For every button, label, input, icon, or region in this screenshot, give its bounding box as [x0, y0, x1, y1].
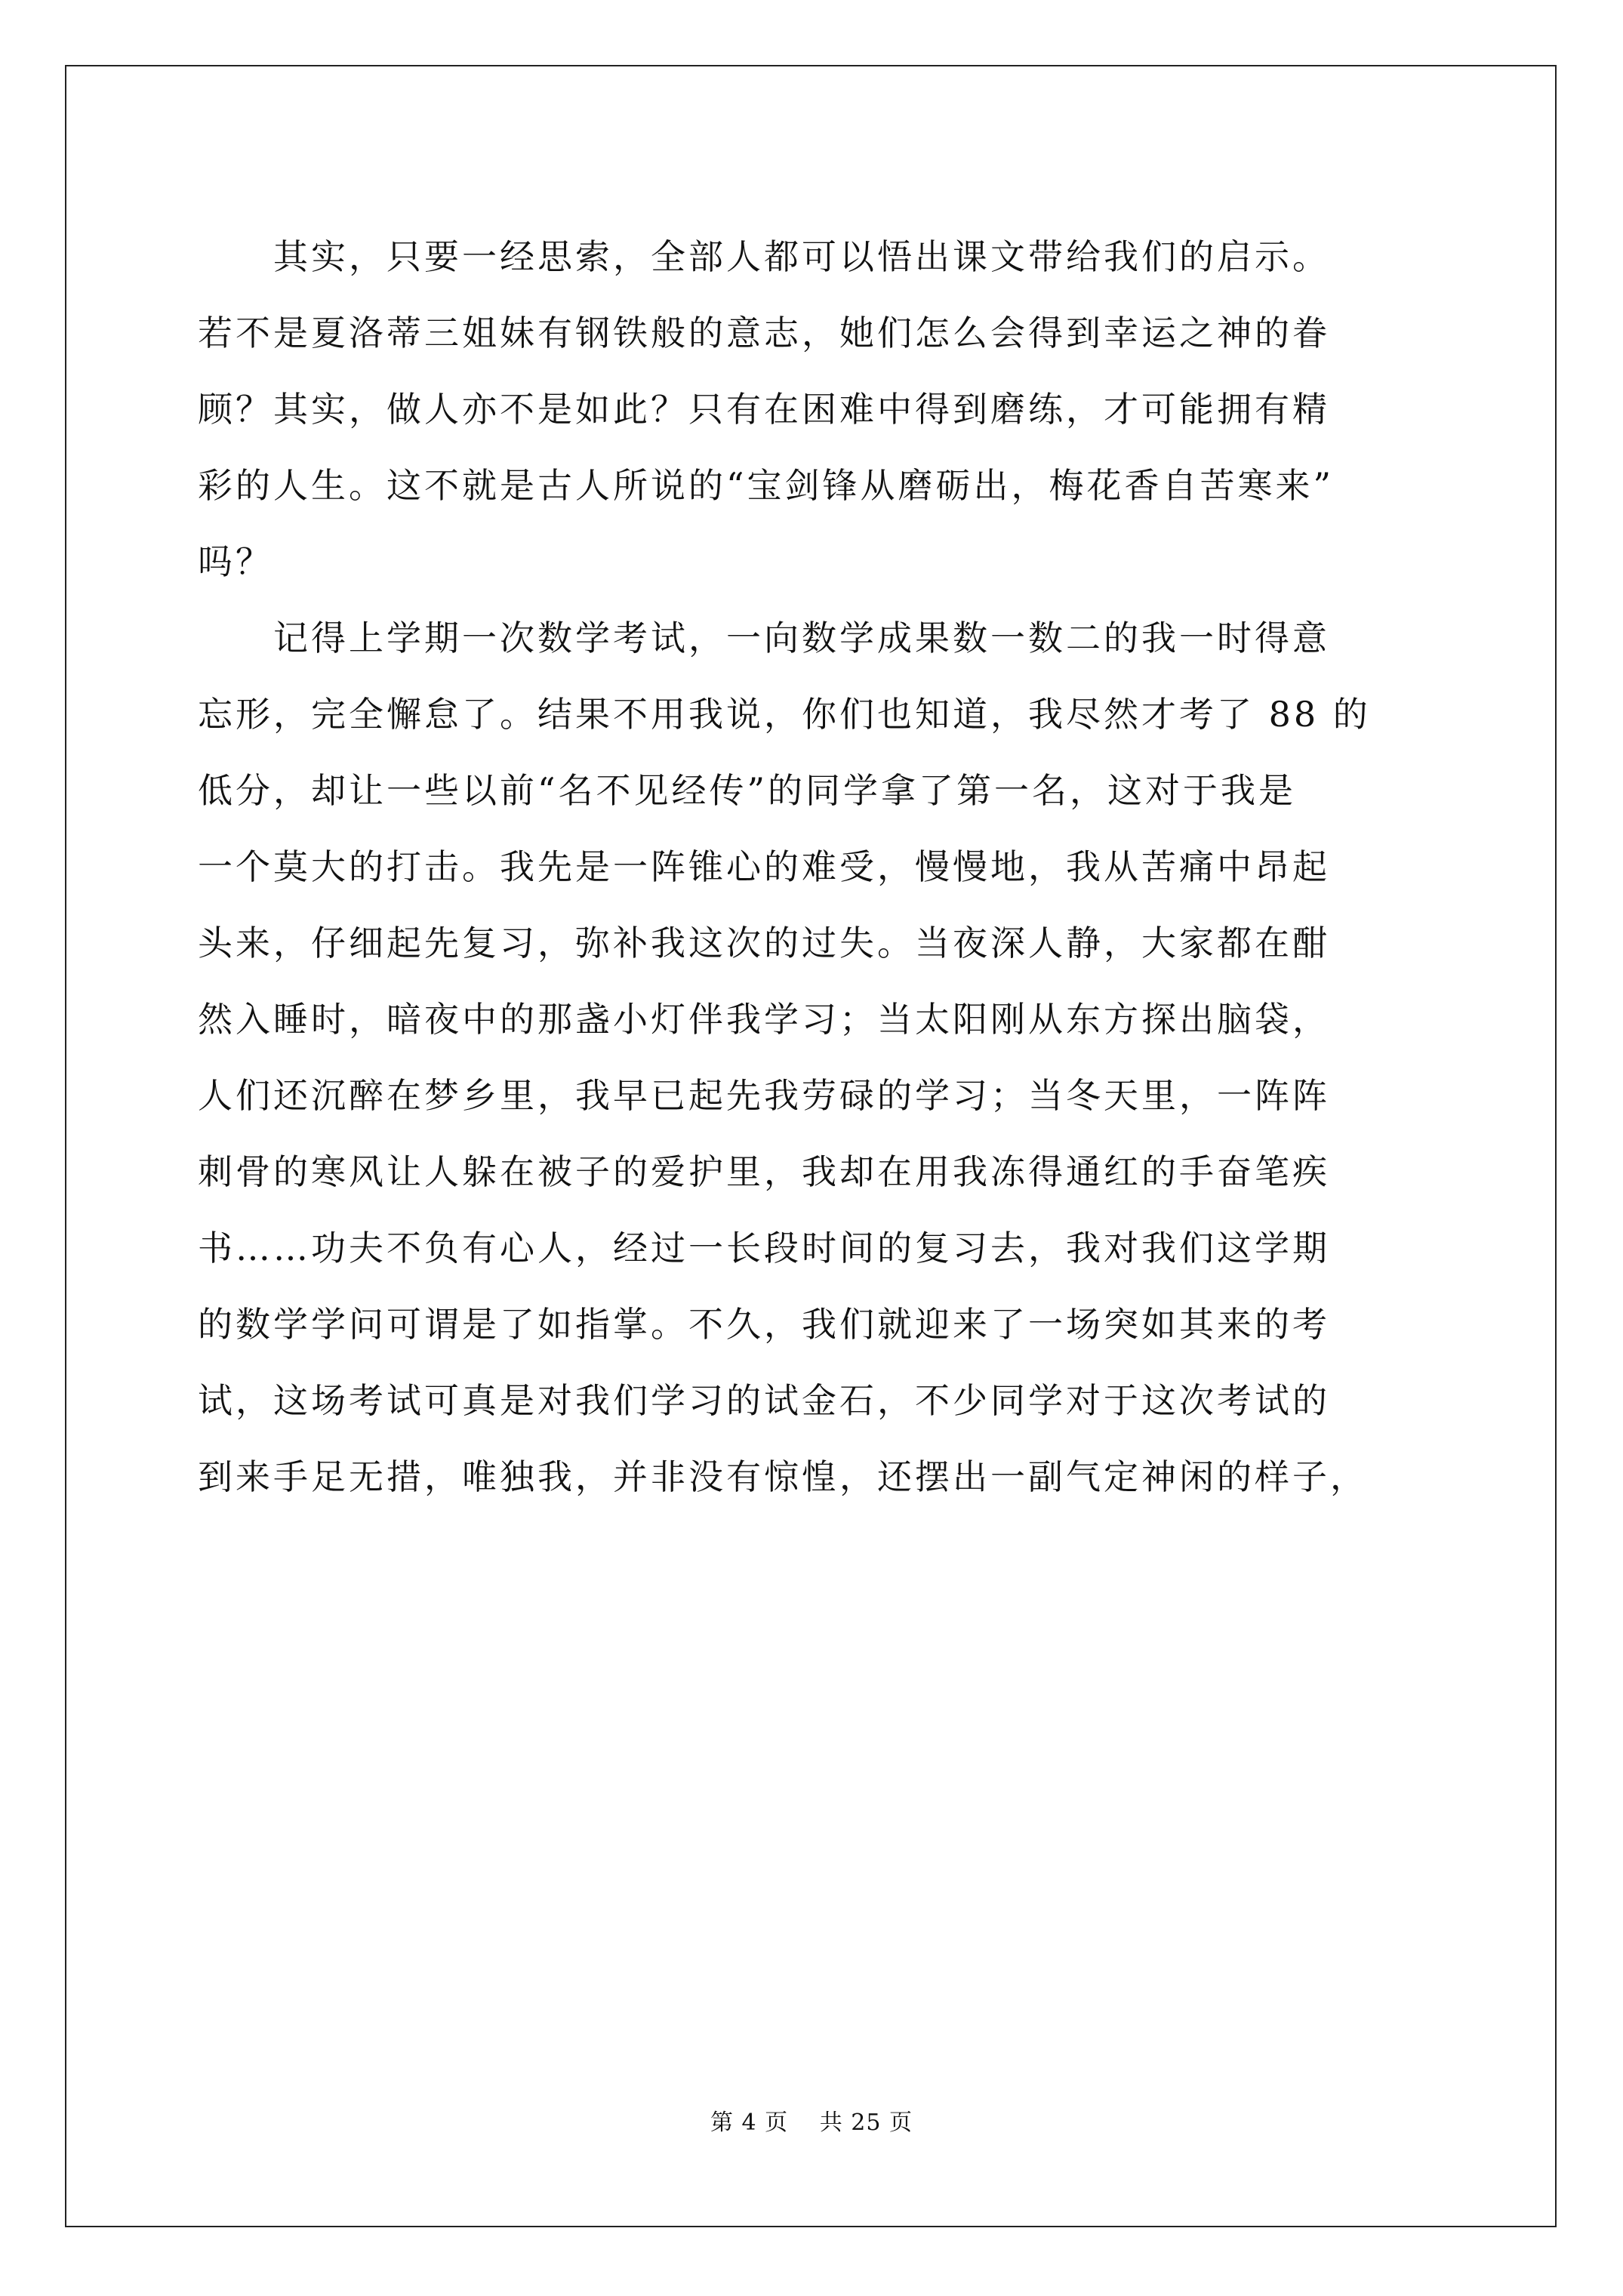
page-number: 第 4 页 共 25 页 [710, 2110, 913, 2136]
text-line: 记得上学期一次数学考试，一向数学成果数一数二的我一时得意 [198, 618, 1330, 658]
text-line: 彩的人生。这不就是古人所说的“宝剑锋从磨砺出，梅花香自苦寒来” [198, 465, 1335, 506]
text-line: 忘形，完全懈怠了。结果不用我说，你们也知道，我尽然才考了 88 的 [198, 694, 1371, 735]
body-text [198, 219, 1436, 1515]
text-line: 若不是夏洛蒂三姐妹有钢铁般的意志，她们怎么会得到幸运之神的眷 [198, 313, 1330, 353]
text-line: 头来，仔细起先复习，弥补我这次的过失。当夜深人静，大家都在酣 [198, 923, 1330, 963]
text-line: 其实，只要一经思索，全部人都可以悟出课文带给我们的启示。 [198, 236, 1330, 277]
text-line: 低分，却让一些以前“名不见经传”的同学拿了第一名，这对于我是 [198, 770, 1297, 811]
text-line: 人们还沉醉在梦乡里，我早已起先我劳碌的学习；当冬天里，一阵阵 [198, 1075, 1330, 1116]
text-line: 顾？其实，做人亦不是如此？只有在困难中得到磨练，才可能拥有精 [198, 389, 1330, 430]
text-line: 刺骨的寒风让人躲在被子的爱护里，我却在用我冻得通红的手奋笔疾 [198, 1151, 1330, 1192]
text-line: 然入睡时，暗夜中的那盏小灯伴我学习；当太阳刚从东方探出脑袋， [198, 999, 1330, 1040]
text-line: 到来手足无措，唯独我，并非没有惊惶，还摆出一副气定神闲的样子， [198, 1456, 1368, 1497]
text-line: 试，这场考试可真是对我们学习的试金石，不少同学对于这次考试的 [198, 1380, 1330, 1421]
text-line: 书……功夫不负有心人，经过一长段时间的复习去，我对我们这学期 [198, 1228, 1330, 1268]
text-line: 一个莫大的打击。我先是一阵锥心的难受，慢慢地，我从苦痛中昂起 [198, 846, 1330, 887]
text-line: 吗？ [198, 541, 273, 582]
text-line: 的数学学问可谓是了如指掌。不久，我们就迎来了一场突如其来的考 [198, 1304, 1330, 1345]
